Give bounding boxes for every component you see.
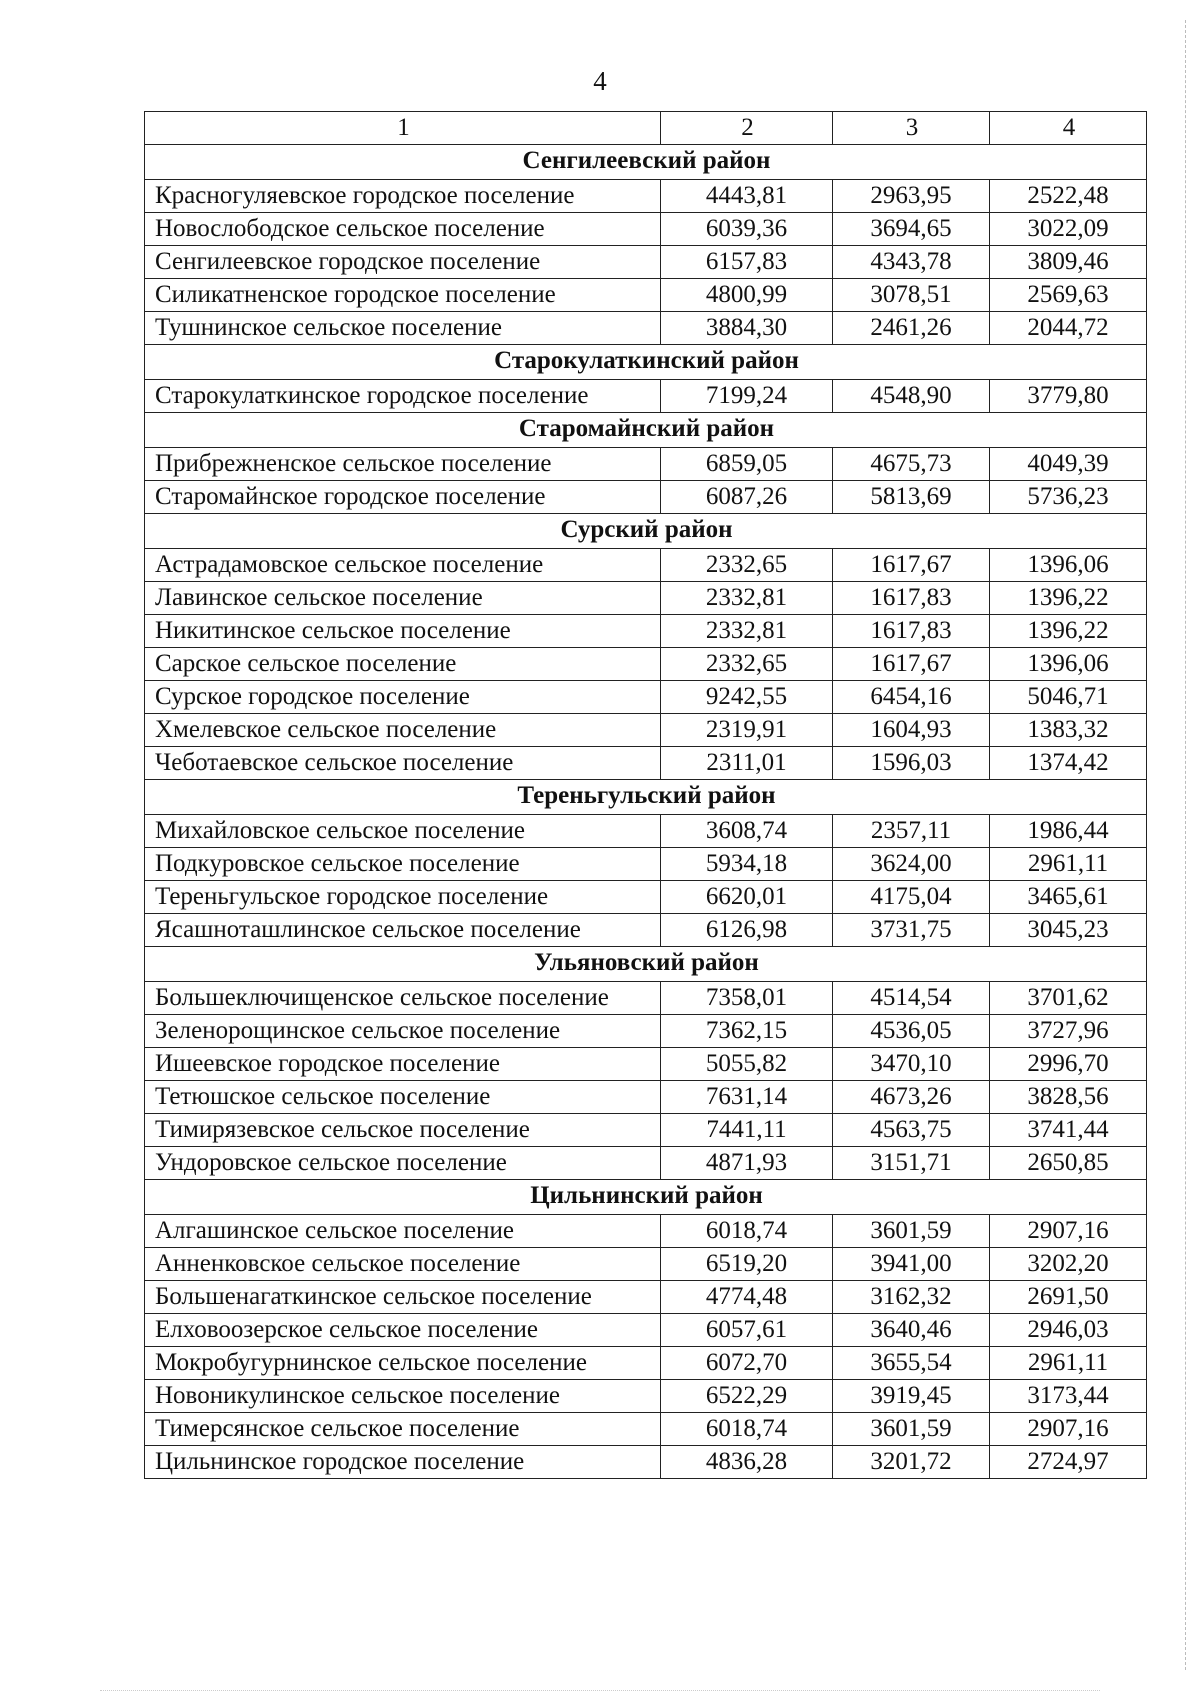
table-row	[145, 914, 1147, 947]
value-col-4: 2946,03	[990, 1314, 1147, 1347]
column-number-1: 1	[145, 112, 661, 145]
settlement-name: Ясашноташлинское сельское поселение	[145, 914, 661, 947]
value-col-3: 1604,93	[833, 714, 990, 747]
table-row	[145, 448, 1147, 481]
table-row	[145, 380, 1147, 413]
value-col-4: 1383,32	[990, 714, 1147, 747]
table-row	[145, 549, 1147, 582]
value-col-3: 3640,46	[833, 1314, 990, 1347]
table-row	[145, 615, 1147, 648]
value-col-4: 1986,44	[990, 815, 1147, 848]
value-col-2: 2332,65	[661, 648, 833, 681]
table-row	[145, 246, 1147, 279]
settlement-name: Чеботаевское сельское поселение	[145, 747, 661, 780]
value-col-2: 6018,74	[661, 1215, 833, 1248]
value-col-3: 4536,05	[833, 1015, 990, 1048]
table-row	[145, 1347, 1147, 1380]
value-col-2: 7441,11	[661, 1114, 833, 1147]
value-col-3: 4514,54	[833, 982, 990, 1015]
value-col-2: 4836,28	[661, 1446, 833, 1479]
value-col-4: 2691,50	[990, 1281, 1147, 1314]
value-col-3: 3601,59	[833, 1413, 990, 1446]
settlement-name: Ундоровское сельское поселение	[145, 1147, 661, 1180]
value-col-4: 3727,96	[990, 1015, 1147, 1048]
settlement-name: Тимерсянское сельское поселение	[145, 1413, 661, 1446]
value-col-3: 1617,67	[833, 549, 990, 582]
district-row	[145, 947, 1147, 982]
value-col-2: 2332,81	[661, 615, 833, 648]
district-name: Старокулаткинский район	[145, 345, 1147, 380]
value-col-4: 2522,48	[990, 180, 1147, 213]
value-col-2: 3884,30	[661, 312, 833, 345]
value-col-2: 2332,81	[661, 582, 833, 615]
value-col-4: 2996,70	[990, 1048, 1147, 1081]
table-row	[145, 1015, 1147, 1048]
value-col-3: 1617,83	[833, 582, 990, 615]
value-col-2: 3608,74	[661, 815, 833, 848]
settlement-name: Алгашинское сельское поселение	[145, 1215, 661, 1248]
district-name: Ульяновский район	[145, 947, 1147, 982]
value-col-3: 3151,71	[833, 1147, 990, 1180]
value-col-4: 3202,20	[990, 1248, 1147, 1281]
settlement-name: Анненковское сельское поселение	[145, 1248, 661, 1281]
district-row	[145, 1180, 1147, 1215]
value-col-3: 4673,26	[833, 1081, 990, 1114]
value-col-3: 2461,26	[833, 312, 990, 345]
value-col-3: 6454,16	[833, 681, 990, 714]
settlement-name: Большенагаткинское сельское поселение	[145, 1281, 661, 1314]
value-col-2: 2319,91	[661, 714, 833, 747]
settlement-name: Красногуляевское городское поселение	[145, 180, 661, 213]
value-col-2: 6126,98	[661, 914, 833, 947]
table-row	[145, 648, 1147, 681]
settlement-name: Новослободское сельское поселение	[145, 213, 661, 246]
value-col-3: 3919,45	[833, 1380, 990, 1413]
value-col-2: 6087,26	[661, 481, 833, 514]
value-col-3: 4343,78	[833, 246, 990, 279]
settlement-name: Михайловское сельское поселение	[145, 815, 661, 848]
district-name: Тереньгульский район	[145, 780, 1147, 815]
table-row	[145, 1413, 1147, 1446]
value-col-3: 3655,54	[833, 1347, 990, 1380]
value-col-4: 3809,46	[990, 246, 1147, 279]
column-number-4: 4	[990, 112, 1147, 145]
settlements-table	[144, 111, 1147, 1479]
settlement-name: Никитинское сельское поселение	[145, 615, 661, 648]
settlement-name: Цильнинское городское поселение	[145, 1446, 661, 1479]
settlement-name: Зеленорощинское сельское поселение	[145, 1015, 661, 1048]
value-col-3: 3162,32	[833, 1281, 990, 1314]
value-col-3: 4675,73	[833, 448, 990, 481]
value-col-3: 2963,95	[833, 180, 990, 213]
table-row	[145, 1446, 1147, 1479]
value-col-2: 4443,81	[661, 180, 833, 213]
value-col-2: 9242,55	[661, 681, 833, 714]
table-row	[145, 848, 1147, 881]
value-col-4: 2650,85	[990, 1147, 1147, 1180]
settlement-name: Новоникулинское сельское поселение	[145, 1380, 661, 1413]
table-row	[145, 1281, 1147, 1314]
value-col-4: 1396,22	[990, 582, 1147, 615]
settlement-name: Тимирязевское сельское поселение	[145, 1114, 661, 1147]
page-number: 4	[593, 66, 607, 96]
table-row	[145, 1081, 1147, 1114]
value-col-2: 7362,15	[661, 1015, 833, 1048]
settlement-name: Астрадамовское сельское поселение	[145, 549, 661, 582]
value-col-3: 1596,03	[833, 747, 990, 780]
settlement-name: Подкуровское сельское поселение	[145, 848, 661, 881]
value-col-2: 6057,61	[661, 1314, 833, 1347]
district-row	[145, 345, 1147, 380]
table-row	[145, 1215, 1147, 1248]
district-row	[145, 413, 1147, 448]
value-col-2: 6519,20	[661, 1248, 833, 1281]
district-name: Сурский район	[145, 514, 1147, 549]
scan-edge-line	[1185, 20, 1186, 1670]
table-row	[145, 312, 1147, 345]
table-row	[145, 481, 1147, 514]
district-row	[145, 514, 1147, 549]
settlement-name: Мокробугурнинское сельское поселение	[145, 1347, 661, 1380]
settlement-name: Прибрежненское сельское поселение	[145, 448, 661, 481]
settlement-name: Хмелевское сельское поселение	[145, 714, 661, 747]
table-row	[145, 180, 1147, 213]
settlement-name: Сарское сельское поселение	[145, 648, 661, 681]
value-col-4: 4049,39	[990, 448, 1147, 481]
value-col-4: 5046,71	[990, 681, 1147, 714]
value-col-4: 3045,23	[990, 914, 1147, 947]
value-col-3: 3078,51	[833, 279, 990, 312]
value-col-4: 1374,42	[990, 747, 1147, 780]
table-row	[145, 1114, 1147, 1147]
value-col-2: 6522,29	[661, 1380, 833, 1413]
table-row	[145, 747, 1147, 780]
table-row	[145, 982, 1147, 1015]
value-col-3: 3731,75	[833, 914, 990, 947]
value-col-4: 3465,61	[990, 881, 1147, 914]
table-row	[145, 881, 1147, 914]
value-col-4: 3828,56	[990, 1081, 1147, 1114]
value-col-2: 2311,01	[661, 747, 833, 780]
table-body	[145, 112, 1147, 1479]
value-col-3: 2357,11	[833, 815, 990, 848]
value-col-3: 3624,00	[833, 848, 990, 881]
value-col-4: 3741,44	[990, 1114, 1147, 1147]
value-col-4: 2907,16	[990, 1215, 1147, 1248]
scan-bottom-line	[100, 1690, 1100, 1691]
value-col-4: 3779,80	[990, 380, 1147, 413]
value-col-3: 4175,04	[833, 881, 990, 914]
settlement-name: Ишеевское городское поселение	[145, 1048, 661, 1081]
district-row	[145, 145, 1147, 180]
settlement-name: Лавинское сельское поселение	[145, 582, 661, 615]
value-col-2: 5055,82	[661, 1048, 833, 1081]
value-col-2: 6620,01	[661, 881, 833, 914]
value-col-3: 1617,83	[833, 615, 990, 648]
value-col-2: 4800,99	[661, 279, 833, 312]
table-row	[145, 681, 1147, 714]
settlement-name: Тетюшское сельское поселение	[145, 1081, 661, 1114]
value-col-2: 4871,93	[661, 1147, 833, 1180]
table-row	[145, 1147, 1147, 1180]
table-row	[145, 714, 1147, 747]
value-col-2: 5934,18	[661, 848, 833, 881]
value-col-3: 1617,67	[833, 648, 990, 681]
value-col-2: 6072,70	[661, 1347, 833, 1380]
value-col-4: 2044,72	[990, 312, 1147, 345]
value-col-2: 6859,05	[661, 448, 833, 481]
value-col-4: 3022,09	[990, 213, 1147, 246]
table-row	[145, 1314, 1147, 1347]
settlement-name: Большеключищенское сельское поселение	[145, 982, 661, 1015]
table-row	[145, 1248, 1147, 1281]
column-number-3: 3	[833, 112, 990, 145]
value-col-4: 3173,44	[990, 1380, 1147, 1413]
district-name: Цильнинский район	[145, 1180, 1147, 1215]
settlement-name: Силикатненское городское поселение	[145, 279, 661, 312]
value-col-3: 4548,90	[833, 380, 990, 413]
value-col-2: 2332,65	[661, 549, 833, 582]
settlement-name: Сенгилеевское городское поселение	[145, 246, 661, 279]
table-row	[145, 815, 1147, 848]
value-col-2: 7199,24	[661, 380, 833, 413]
district-name: Сенгилеевский район	[145, 145, 1147, 180]
column-number-row	[145, 112, 1147, 145]
value-col-4: 2961,11	[990, 848, 1147, 881]
value-col-4: 1396,22	[990, 615, 1147, 648]
settlement-name: Тереньгульское городское поселение	[145, 881, 661, 914]
value-col-4: 3701,62	[990, 982, 1147, 1015]
value-col-3: 3601,59	[833, 1215, 990, 1248]
value-col-3: 3470,10	[833, 1048, 990, 1081]
settlement-name: Сурское городское поселение	[145, 681, 661, 714]
table-row	[145, 582, 1147, 615]
value-col-4: 2569,63	[990, 279, 1147, 312]
value-col-2: 7631,14	[661, 1081, 833, 1114]
district-row	[145, 780, 1147, 815]
value-col-2: 6157,83	[661, 246, 833, 279]
settlement-name: Елховоозерское сельское поселение	[145, 1314, 661, 1347]
column-number-2: 2	[661, 112, 833, 145]
value-col-3: 3201,72	[833, 1446, 990, 1479]
value-col-2: 7358,01	[661, 982, 833, 1015]
settlement-name: Тушнинское сельское поселение	[145, 312, 661, 345]
value-col-4: 1396,06	[990, 549, 1147, 582]
settlement-name: Старокулаткинское городское поселение	[145, 380, 661, 413]
value-col-2: 4774,48	[661, 1281, 833, 1314]
table-row	[145, 1380, 1147, 1413]
value-col-2: 6039,36	[661, 213, 833, 246]
value-col-2: 6018,74	[661, 1413, 833, 1446]
value-col-3: 4563,75	[833, 1114, 990, 1147]
table-row	[145, 1048, 1147, 1081]
value-col-3: 3694,65	[833, 213, 990, 246]
district-name: Старомайнский район	[145, 413, 1147, 448]
value-col-4: 2724,97	[990, 1446, 1147, 1479]
value-col-3: 3941,00	[833, 1248, 990, 1281]
table-row	[145, 213, 1147, 246]
value-col-4: 2907,16	[990, 1413, 1147, 1446]
settlement-name: Старомайнское городское поселение	[145, 481, 661, 514]
value-col-4: 2961,11	[990, 1347, 1147, 1380]
table-row	[145, 279, 1147, 312]
value-col-3: 5813,69	[833, 481, 990, 514]
value-col-4: 1396,06	[990, 648, 1147, 681]
value-col-4: 5736,23	[990, 481, 1147, 514]
